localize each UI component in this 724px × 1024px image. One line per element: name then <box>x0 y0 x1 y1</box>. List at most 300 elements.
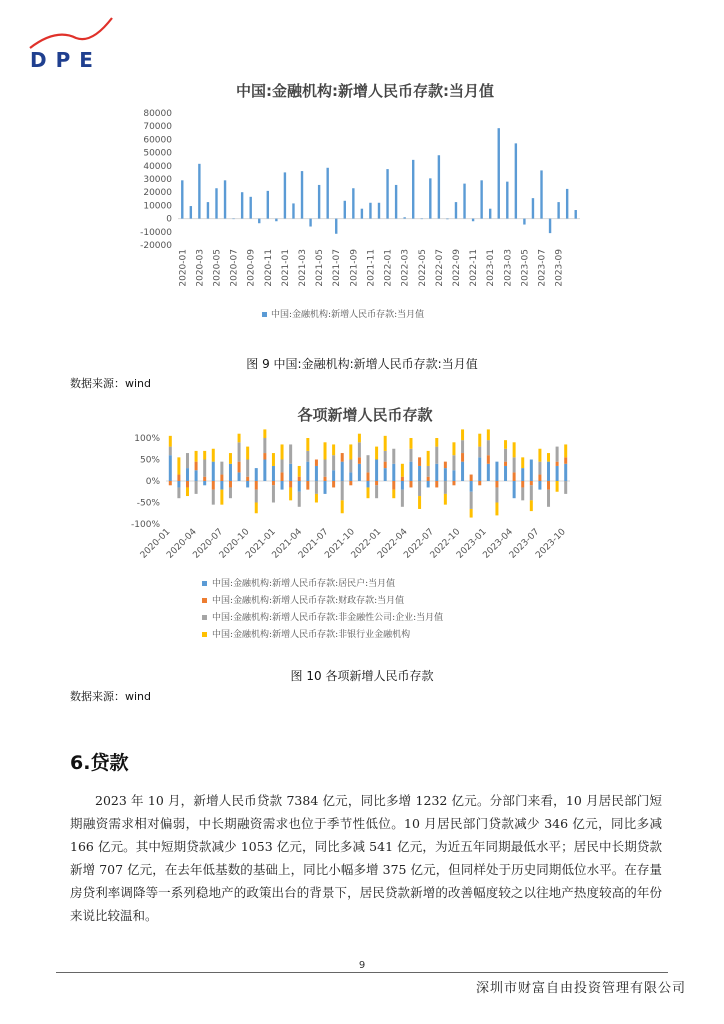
y-tick-label: 40000 <box>143 161 172 172</box>
bar-segment <box>298 492 301 507</box>
x-tick-label: 2020-04 <box>165 527 199 561</box>
bar <box>301 171 303 219</box>
x-tick-label: 2020-10 <box>217 527 252 561</box>
y-tick-label: -50% <box>136 498 160 509</box>
bar-segment <box>538 462 541 475</box>
bar-segment <box>564 444 567 457</box>
y-tick-label: 0% <box>145 477 160 487</box>
bar-segment <box>281 472 284 481</box>
y-tick-label: 10000 <box>143 201 172 212</box>
y-tick-label: 60000 <box>143 135 172 146</box>
section-paragraph: 2023 年 10 月，新增人民币贷款 7384 亿元，同比多增 1232 亿元。分部门来看，10 月居民部门短期融资需求相对偏弱，中长期融资需求也位于季节性低位。10 月居民部门贷款减少 346 亿元，同比多减 166 亿元。其中短期贷款减少 1053 亿元，同比多减 541 亿元，为近五年同期最低水平；居民中长期贷款新增 707 亿元，在去年低基数的基础上，同比小幅多增 375 亿元，但同样处于历史同期低位水平。在存量房贷利率调降等一系列稳地产的政策出台的背景下，居民贷款新增的改善幅度较之以往地产热度较高的年份来说比较温和。 <box>70 793 662 923</box>
legend-label: 中国:金融机构:新增人民币存款:非银行业金融机构 <box>212 630 411 640</box>
bar <box>421 219 423 220</box>
bar-segment <box>487 440 490 455</box>
bar <box>250 197 252 219</box>
bar-segment <box>315 466 318 481</box>
legend-swatch <box>202 615 207 620</box>
section-heading: 6.贷款 <box>70 752 129 774</box>
bar-segment <box>195 481 198 494</box>
bar <box>412 160 414 219</box>
legend-label: 中国:金融机构:新增人民币存款:居民户:当月值 <box>212 579 396 589</box>
x-tick-label: 2021-11 <box>366 249 377 287</box>
bar-segment <box>289 481 292 487</box>
bar-segment <box>289 487 292 500</box>
chart1-caption: 图 9 中国:金融机构:新增人民币存款:当月值 <box>246 357 478 371</box>
x-tick-label: 2022-11 <box>469 249 480 287</box>
x-tick-label: 2020-09 <box>246 249 257 287</box>
bar-segment <box>195 462 198 471</box>
bar-segment <box>375 485 378 498</box>
bar-segment <box>255 481 258 490</box>
bar-segment <box>470 509 473 518</box>
bar <box>446 219 448 220</box>
x-tick-label: 2021-09 <box>349 249 360 287</box>
bar-segment <box>409 449 412 462</box>
bar-segment <box>504 449 507 462</box>
bar-segment <box>272 485 275 502</box>
bar-segment <box>435 464 438 481</box>
bar <box>515 143 517 218</box>
x-tick-label: 2023-05 <box>520 249 531 287</box>
y-tick-label: -100% <box>131 520 160 530</box>
bar-segment <box>324 477 327 481</box>
bar-segment <box>177 457 180 474</box>
bar-segment <box>478 434 481 447</box>
bar-segment <box>401 490 404 507</box>
bar-segment <box>186 481 189 487</box>
y-tick-label: 50000 <box>143 148 172 159</box>
bar-segment <box>169 436 172 447</box>
bar-segment <box>272 481 275 485</box>
bar-segment <box>401 464 404 477</box>
legend-label: 中国:金融机构:新增人民币存款:当月值 <box>271 310 425 320</box>
bar-segment <box>521 468 524 481</box>
bar-segment <box>530 481 533 485</box>
bar-segment <box>470 475 473 481</box>
legend-label: 中国:金融机构:新增人民币存款:财政存款:当月值 <box>212 596 405 606</box>
bar-segment <box>556 447 559 462</box>
bar-segment <box>461 462 464 481</box>
x-tick-label: 2022-05 <box>417 249 428 287</box>
y-tick-label: -10000 <box>140 227 172 238</box>
bar-segment <box>263 460 266 482</box>
bar-segment <box>521 487 524 500</box>
y-tick-label: 0 <box>166 214 172 225</box>
bar <box>292 203 294 218</box>
bar-segment <box>341 500 344 513</box>
bar-segment <box>186 468 189 481</box>
bar <box>575 210 577 219</box>
bar-segment <box>177 475 180 481</box>
bar <box>549 219 551 234</box>
x-tick-label: 2022-07 <box>434 249 445 287</box>
bar-segment <box>306 462 309 481</box>
bar <box>378 203 380 219</box>
bar <box>523 219 525 225</box>
bar-segment <box>263 429 266 438</box>
bar-segment <box>229 464 232 481</box>
bar-segment <box>392 464 395 481</box>
bar-segment <box>444 468 447 481</box>
bar-segment <box>220 462 223 475</box>
x-tick-label: 2022-03 <box>400 249 411 287</box>
bar-segment <box>358 434 361 443</box>
x-tick-label: 2022-01 <box>383 249 394 287</box>
x-tick-label: 2021-01 <box>244 527 278 561</box>
bar-segment <box>409 438 412 449</box>
bar-segment <box>444 481 447 494</box>
x-tick-label: 2020-03 <box>195 249 206 287</box>
bar-segment <box>298 477 301 481</box>
chart2-caption: 图 10 各项新增人民币存款 <box>290 669 434 683</box>
bar-segment <box>375 447 378 460</box>
bar-segment <box>246 477 249 481</box>
bar-segment <box>547 462 550 481</box>
x-tick-label: 2022-01 <box>349 527 384 561</box>
bar <box>198 164 200 219</box>
bar-segment <box>461 429 464 440</box>
bar <box>207 202 209 219</box>
bar-segment <box>375 460 378 482</box>
chart1-title: 中国:金融机构:新增人民币存款:当月值 <box>236 82 494 100</box>
bar <box>480 180 482 218</box>
bar-segment <box>203 460 206 477</box>
bar <box>361 209 363 219</box>
bar-segment <box>229 487 232 498</box>
bar-segment <box>409 462 412 481</box>
x-tick-label: 2022-09 <box>451 249 462 287</box>
bar <box>344 201 346 219</box>
bar-segment <box>435 481 438 487</box>
x-tick-label: 2023-10 <box>534 527 568 561</box>
bar-segment <box>452 481 455 485</box>
bar-segment <box>169 455 172 481</box>
bar <box>258 219 260 224</box>
bar-segment <box>418 457 421 466</box>
bar <box>181 180 183 218</box>
bar-segment <box>177 487 180 498</box>
bar-segment <box>195 470 198 481</box>
bar <box>395 185 397 219</box>
page-number: 9 <box>358 960 366 971</box>
bar-segment <box>392 490 395 499</box>
bar-segment <box>556 481 559 492</box>
bar <box>489 209 491 219</box>
bar <box>498 128 500 218</box>
bar-segment <box>229 481 232 487</box>
bar-segment <box>186 487 189 496</box>
bar-segment <box>289 444 292 463</box>
logo-text: DPE <box>30 48 102 72</box>
bar-segment <box>392 449 395 464</box>
bar <box>506 182 508 219</box>
bar-segment <box>495 487 498 502</box>
bar-segment <box>289 464 292 481</box>
bar-segment <box>341 453 344 462</box>
x-tick-label: 2020-07 <box>191 527 226 561</box>
bar-segment <box>169 447 172 456</box>
y-tick-label: 70000 <box>143 122 172 133</box>
bar-segment <box>367 481 370 487</box>
bar-segment <box>435 438 438 447</box>
bar <box>309 219 311 227</box>
bar-segment <box>367 472 370 481</box>
bar-segment <box>401 477 404 481</box>
x-tick-label: 2020-11 <box>263 249 274 287</box>
y-tick-label: 30000 <box>143 175 172 185</box>
bar-segment <box>478 481 481 485</box>
bar-segment <box>538 449 541 462</box>
bar-segment <box>341 462 344 481</box>
chart2-title: 各项新增人民币存款 <box>297 406 433 424</box>
bar-segment <box>203 477 206 481</box>
bar-segment <box>169 481 172 485</box>
x-tick-label: 2020-01 <box>178 249 189 287</box>
bar <box>232 219 234 220</box>
y-tick-label: 50% <box>139 455 160 466</box>
chart1-source: 数据来源：wind <box>70 377 152 390</box>
bar-segment <box>255 468 258 481</box>
x-tick-label: 2021-01 <box>280 249 291 287</box>
bar-segment <box>358 464 361 481</box>
bar-segment <box>478 447 481 458</box>
x-tick-label: 2023-01 <box>486 249 497 287</box>
bar-segment <box>195 451 198 462</box>
bar-segment <box>332 455 335 470</box>
bar <box>369 203 371 219</box>
bar <box>215 188 217 218</box>
x-tick-label: 2021-04 <box>270 527 305 561</box>
bar-segment <box>418 481 421 496</box>
bar-segment <box>315 494 318 503</box>
bar-segment <box>538 481 541 490</box>
chart2-plot <box>130 428 580 658</box>
bar-segment <box>358 457 361 463</box>
bar-segment <box>384 436 387 451</box>
bar-segment <box>315 460 318 466</box>
bar-segment <box>504 440 507 449</box>
legend-swatch <box>202 632 207 637</box>
bar-segment <box>298 466 301 477</box>
bar-segment <box>272 466 275 481</box>
bar-segment <box>521 481 524 487</box>
bar-segment <box>547 481 550 490</box>
bar-segment <box>513 457 516 472</box>
bar-segment <box>513 481 516 498</box>
bar-segment <box>306 481 309 490</box>
bar-segment <box>547 490 550 507</box>
bar-segment <box>246 447 249 460</box>
bar-segment <box>177 481 180 487</box>
legend-label: 中国:金融机构:新增人民币存款:非金融性公司:企业:当月值 <box>212 613 444 623</box>
bar-segment <box>521 457 524 468</box>
bar-segment <box>435 447 438 464</box>
bar-segment <box>504 462 507 466</box>
bar-segment <box>332 470 335 481</box>
y-tick-label: 80000 <box>143 109 172 119</box>
bar-segment <box>203 451 206 460</box>
bar-segment <box>298 481 301 492</box>
bar-segment <box>513 442 516 457</box>
x-tick-label: 2021-05 <box>315 249 326 287</box>
bar <box>566 189 568 219</box>
x-tick-label: 2022-07 <box>402 527 437 561</box>
bar <box>455 202 457 219</box>
bar-segment <box>220 490 223 505</box>
bar-segment <box>487 455 490 464</box>
bar <box>463 184 465 219</box>
bar-segment <box>427 481 430 487</box>
bar-segment <box>220 481 223 490</box>
bar-segment <box>367 487 370 498</box>
bar-segment <box>470 481 473 492</box>
bar-segment <box>418 496 421 509</box>
footer-divider <box>56 972 668 973</box>
bar-segment <box>384 462 387 468</box>
bar-segment <box>401 481 404 490</box>
bar-segment <box>427 451 430 466</box>
bar <box>472 219 474 222</box>
bar-segment <box>272 453 275 466</box>
bar-segment <box>255 490 258 503</box>
legend-swatch <box>202 581 207 586</box>
bar-segment <box>358 442 361 457</box>
bar <box>352 188 354 218</box>
footer-company: 深圳市财富自由投资管理有限公司 <box>475 981 686 996</box>
bar-segment <box>324 481 327 494</box>
x-tick-label: 2023-03 <box>503 249 514 287</box>
bar-segment <box>461 453 464 462</box>
legend-swatch <box>262 312 267 317</box>
bar-segment <box>564 457 567 463</box>
x-tick-label: 2021-10 <box>323 527 357 561</box>
bar-segment <box>487 464 490 481</box>
bar-segment <box>212 490 215 505</box>
bar-segment <box>495 481 498 487</box>
bar-segment <box>263 453 266 459</box>
bar <box>403 217 405 218</box>
bar-segment <box>255 503 258 514</box>
bar-segment <box>306 451 309 462</box>
bar-segment <box>212 462 215 481</box>
x-tick-label: 2020-07 <box>229 249 240 287</box>
bar-segment <box>530 500 533 511</box>
bar-segment <box>281 460 284 473</box>
bar-segment <box>392 481 395 490</box>
bar-segment <box>478 457 481 481</box>
y-tick-label: 100% <box>134 434 160 444</box>
chart1-plot <box>120 105 600 330</box>
x-tick-label: 2022-10 <box>428 527 463 561</box>
bar-segment <box>452 470 455 481</box>
bar-segment <box>281 481 284 490</box>
bar-segment <box>409 481 412 487</box>
y-tick-label: -20000 <box>140 241 172 251</box>
y-tick-label: 20000 <box>143 188 172 199</box>
bar-segment <box>306 438 309 451</box>
bar-segment <box>349 460 352 473</box>
x-tick-label: 2023-07 <box>537 249 548 287</box>
x-tick-label: 2022-04 <box>375 527 410 561</box>
bar-segment <box>538 475 541 481</box>
bar-segment <box>427 477 430 481</box>
bar-segment <box>470 492 473 509</box>
x-tick-label: 2021-07 <box>332 249 343 287</box>
bar <box>438 155 440 218</box>
x-tick-label: 2021-07 <box>296 527 331 561</box>
bar <box>267 191 269 219</box>
bar-segment <box>324 442 327 459</box>
bar-segment <box>375 481 378 485</box>
x-tick-label: 2020-05 <box>212 249 223 287</box>
bar-segment <box>315 481 318 494</box>
x-tick-label: 2020-01 <box>138 527 173 561</box>
bar-segment <box>324 460 327 477</box>
x-tick-label: 2023-04 <box>481 527 516 561</box>
bar <box>284 172 286 218</box>
bar-segment <box>564 481 567 494</box>
bar-segment <box>203 481 206 485</box>
bar-segment <box>238 442 241 461</box>
bar <box>532 198 534 218</box>
bar-segment <box>349 444 352 459</box>
bar <box>540 170 542 218</box>
bar-segment <box>427 466 430 477</box>
bar-segment <box>444 494 447 505</box>
bar <box>326 168 328 219</box>
bar <box>557 202 559 219</box>
bar-segment <box>384 468 387 481</box>
bar-segment <box>495 462 498 481</box>
bar-segment <box>238 462 241 473</box>
x-tick-label: 2023-01 <box>455 527 489 561</box>
bar-segment <box>418 466 421 481</box>
bar-segment <box>349 472 352 481</box>
bar-segment <box>444 462 447 468</box>
bar-segment <box>341 481 344 500</box>
bar-segment <box>461 440 464 453</box>
bar-segment <box>530 460 533 482</box>
bar-segment <box>513 472 516 481</box>
bar-segment <box>556 462 559 466</box>
bar-segment <box>495 503 498 516</box>
bar <box>318 185 320 219</box>
bar-segment <box>186 453 189 468</box>
x-tick-label: 2021-03 <box>298 249 309 287</box>
bar <box>275 219 277 222</box>
legend-swatch <box>202 598 207 603</box>
bar-segment <box>212 449 215 462</box>
bar-segment <box>238 472 241 481</box>
bar-segment <box>246 460 249 477</box>
bar-segment <box>547 453 550 462</box>
bar <box>190 206 192 219</box>
bar-segment <box>246 481 249 487</box>
bar-segment <box>332 481 335 487</box>
bar-segment <box>564 464 567 481</box>
bar-segment <box>487 429 490 440</box>
bar-segment <box>229 453 232 464</box>
bar-segment <box>332 444 335 455</box>
bar <box>386 169 388 219</box>
bar-segment <box>212 481 215 490</box>
x-tick-label: 2023-09 <box>554 249 565 287</box>
bar-segment <box>220 475 223 481</box>
bar-segment <box>367 455 370 472</box>
bar-segment <box>238 434 241 443</box>
bar-segment <box>384 451 387 462</box>
